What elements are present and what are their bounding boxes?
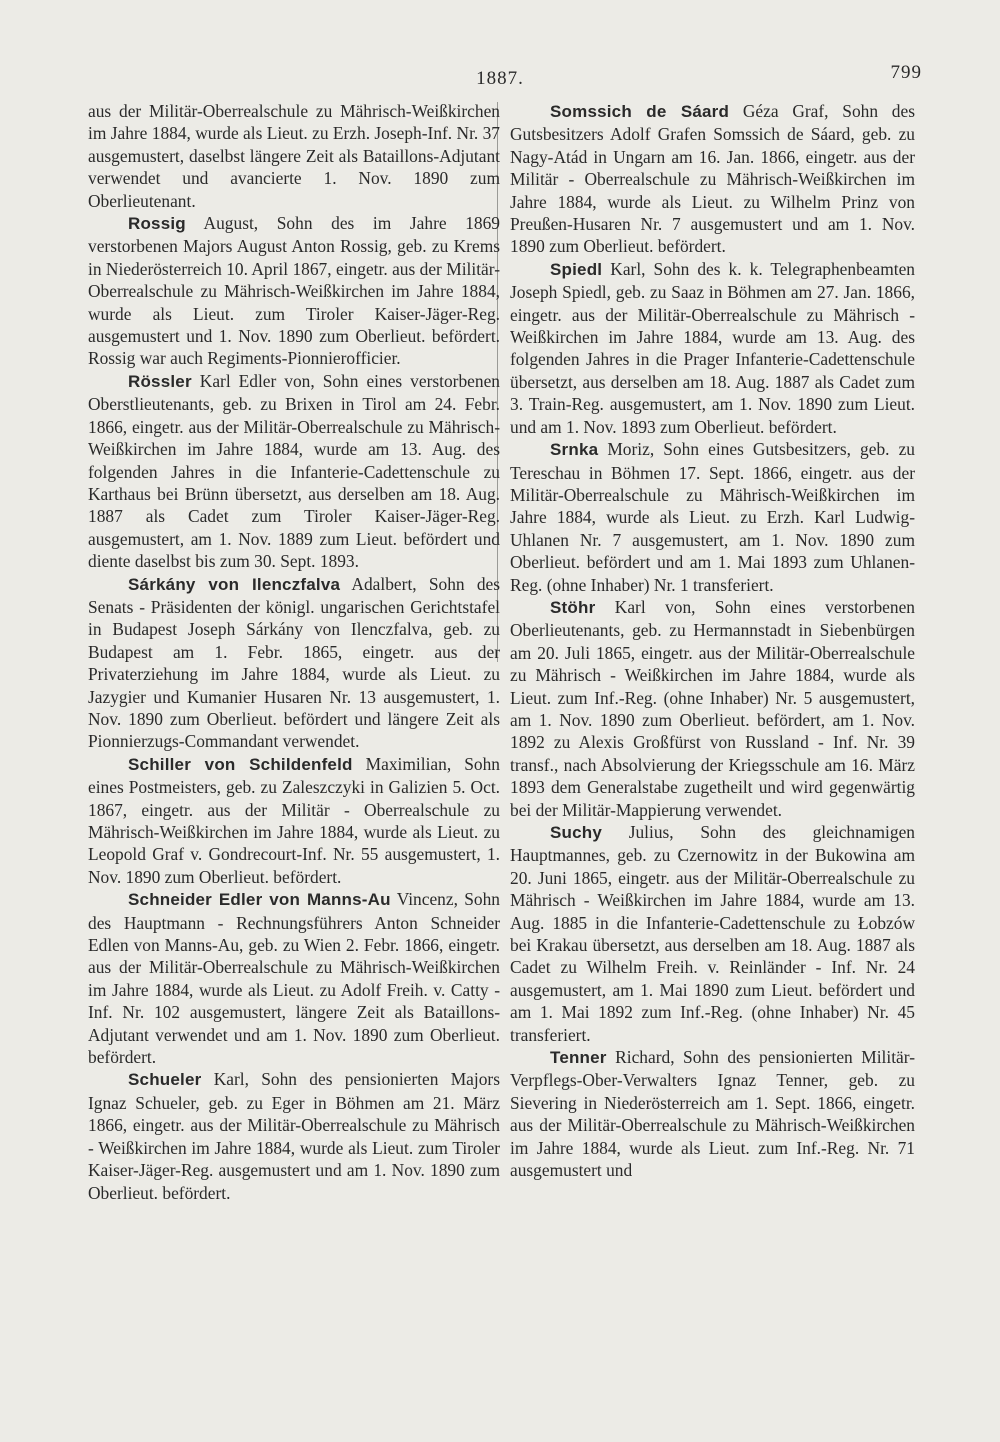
entry-text: Karl, Sohn des pensionierten Majors Ignaz Schueler, geb. zu Eger in Böhmen am 21. März 1866, eingetr. aus der Militär-Oberrealschule zu Mährisch - Weißkirchen im Jahre 1884, wurde als Lieut. zum Tiroler Kaiser-Jäger-Reg. ausgemustert und am 1. Nov. 1890 zum Oberlieut. befördert. [88, 1069, 500, 1203]
entry-text: Julius, Sohn des gleichnamigen Hauptmannes, geb. zu Czernowitz in der Bukowina am 20. Juni 1865, eingetr. aus der Militär-Oberrealschule zu Mährisch - Weißkirchen im Jahre 1884, wurde am 13. Aug. 1885 in die Infanterie-Cadettenschule zu Łobzów bei Krakau übersetzt, aus derselben am 18. Aug. 1887 als Cadet zu Wilhelm Freih. v. Reinländer - Inf. Nr. 24 ausgemustert, am 1. Mai 1890 zum Lieut. befördert und am 1. Mai 1892 zum Inf.-Reg. (ohne Inhaber) Nr. 45 transferiert. [510, 822, 915, 1045]
entry-name: Schueler [128, 1070, 202, 1090]
biography-entry-somssich [510, 100, 915, 258]
entry-name: Schiller von Schildenfeld [128, 754, 353, 774]
biography-entry-schneider [88, 888, 500, 1068]
entry-name: Somssich de Sáard [550, 102, 730, 121]
biography-entry-srnka [510, 438, 915, 596]
entry-name: Stöhr [550, 597, 596, 617]
right-column [510, 100, 915, 1182]
entry-text: Karl Edler von, Sohn eines verstorbenen Oberstlieutenants, geb. zu Brixen in Tirol am 24. Febr. 1866, eingetr. aus der Militär-Oberrealschule zu Mährisch-Weißkirchen im Jahre 1884, wurde am 13. Aug. des folgenden Jahres in die Infanterie-Cadettenschule zu Karthaus bei Brünn übersetzt, aus derselben am 18. Aug. 1887 als Cadet zum Tiroler Kaiser-Jäger-Reg. ausgemustert, am 1. Nov. 1889 zum Lieut. befördert und diente daselbst bis zum 30. Sept. 1893. [88, 370, 500, 572]
biography-entry-sarkany [88, 573, 500, 753]
biography-entry-tenner [510, 1046, 915, 1181]
biography-entry-roessler [88, 370, 500, 573]
entry-name: Sárkány von Ilenczfalva [128, 574, 341, 594]
biography-entry-stoehr [510, 596, 915, 821]
running-header-year: 1887. [476, 68, 524, 89]
entry-name: Rössler [128, 371, 192, 391]
biography-entry-schiller [88, 753, 500, 888]
entry-text: August, Sohn des im Jahre 1869 verstorbenen Majors August Anton Rossig, geb. zu Krems in Niederösterreich 10. April 1867, eingetr. aus der Militär-Oberrealschule zu Mährisch-Weißkirchen im Jahre 1884, wurde als Lieut. zum Tiroler Kaiser-Jäger-Reg. ausgemustert und 1. Nov. 1890 zum Oberlieut. befördert. Rossig war auch Regiments-Pionnierofficier. [88, 213, 500, 369]
entry-text: Vincenz, Sohn des Hauptmann - Rechnungsführers Anton Schneider Edlen von Manns-Au, geb. zu Wien 2. Febr. 1866, eingetr. aus der Militär-Oberrealschule zu Mährisch-Weißkirchen im Jahre 1884, wurde als Lieut. zu Adolf Freih. v. Catty - Inf. Nr. 102 ausgemustert, längere Zeit als Bataillons-Adjutant verwendet und am 1. Nov. 1890 zum Oberlieut. befördert. [88, 889, 500, 1068]
biography-entry-rossig [88, 212, 500, 370]
continued-entry: aus der Militär-Oberrealschule zu Mährisch-Weißkirchen im Jahre 1884, wurde als Lieut. zu Erzh. Joseph-Inf. Nr. 37 ausgemustert, daselbst längere Zeit als Bataillons-Adjutant verwendet und avancierte 1. Nov. 1890 zum Oberlieutenant. [88, 101, 500, 211]
entry-text: Karl von, Sohn eines verstorbenen Oberlieutenants, geb. zu Hermannstadt in Siebenbürgen am 20. Juli 1865, eingetr. aus der Militär-Oberrealschule zu Mährisch - Weißkirchen im Jahre 1884, wurde als Lieut. zum Inf.-Reg. (ohne Inhaber) Nr. 5 ausgemustert, am 1. Nov. 1890 zum Oberlieut. befördert, am 1. Nov. 1892 zu Alexis Großfürst von Russland - Inf. Nr. 39 transf., nach Absolvierung der Kriegsschule am 16. März 1893 dem Generalstabe zugetheilt und wird gegenwärtig bei der Militär-Mappierung verwendet. [510, 596, 915, 820]
left-column [88, 100, 500, 1204]
entry-text: Richard, Sohn des pensionierten Militär-Verpflegs-Ober-Verwalters Ignaz Tenner, geb. zu Sievering in Niederösterreich am 1. Sept. 1866, eingetr. aus der Militär-Oberrealschule zu Mährisch-Weißkirchen im Jahre 1884, wurde als Lieut. zum Inf.-Reg. Nr. 71 ausgemustert und [510, 1047, 915, 1181]
entry-text: Moriz, Sohn eines Gutsbesitzers, geb. zu Tereschau in Böhmen 17. Sept. 1866, eingetr. aus der Militär-Oberrealschule zu Mährisch-Weißkirchen im Jahre 1884, wurde als Lieut. zu Erzh. Karl Ludwig-Uhlanen Nr. 7 ausgemustert, am 1. Nov. 1890 zum Oberlieut. befördert und am 1. Mai 1893 zum Uhlanen-Reg. (ohne Inhaber) Nr. 1 transferiert. [510, 439, 915, 595]
entry-text: Géza Graf, Sohn des Gutsbesitzers Adolf Grafen Somssich de Sáard, geb. zu Nagy-Atád in Ungarn am 16. Jan. 1866, eingetr. aus der Militär - Oberrealschule zu Mährisch-Weißkirchen im Jahre 1884, wurde als Lieut. zu Wilhelm Prinz von Preußen-Husaren Nr. 7 ausgemustert und am 1. Nov. 1890 zum Oberlieut. befördert. [510, 101, 915, 257]
entry-name: Rossig [128, 214, 186, 234]
entry-text: Karl, Sohn des k. k. Telegraphenbeamten Joseph Spiedl, geb. zu Saaz in Böhmen am 27. Jan. 1866, eingetr. aus der Militär-Oberrealschule zu Mährisch - Weißkirchen im Jahre 1884, wurde am 13. Aug. des folgenden Jahres in die Prager Infanterie-Cadettenschule übersetzt, aus derselben am 18. Aug. 1887 als Cadet zum 3. Train-Reg. ausgemustert, am 1. Nov. 1890 zum Lieut. und am 1. Nov. 1893 zum Oberlieut. befördert. [510, 258, 915, 437]
biography-entry-schueler [88, 1068, 500, 1203]
entry-name: Srnka [550, 440, 599, 460]
entry-name: Suchy [550, 823, 603, 842]
entry-text: Adalbert, Sohn des Senats - Präsidenten der königl. ungarischen Gerichtstafel in Budapest Joseph Sárkány von Ilenczfalva, geb. zu Budapest am 1. Febr. 1865, eingetr. aus der Privaterziehung im Jahre 1884, wurde als Lieut. zu Jazygier und Kumanier Husaren Nr. 13 ausgemustert, 1. Nov. 1890 zum Oberlieut. befördert und längere Zeit als Pionnierzugs-Commandant verwendet. [88, 573, 500, 752]
entry-name: Spiedl [550, 259, 603, 279]
biography-entry-spiedl [510, 258, 915, 438]
page-number: 799 [890, 62, 922, 83]
biography-entry-suchy [510, 821, 915, 1046]
entry-name: Tenner [550, 1048, 607, 1068]
entry-name: Schneider Edler von Manns-Au [128, 890, 391, 910]
entry-text: Maximilian, Sohn eines Postmeisters, geb. zu Zaleszczyki in Galizien 5. Oct. 1867, eingetr. aus der Militär - Oberrealschule zu Mährisch-Weißkirchen im Jahre 1884, wurde als Lieut. zu Leopold Graf v. Gondrecourt-Inf. Nr. 55 ausgemustert, 1. Nov. 1890 zum Oberlieut. befördert. [88, 753, 500, 887]
